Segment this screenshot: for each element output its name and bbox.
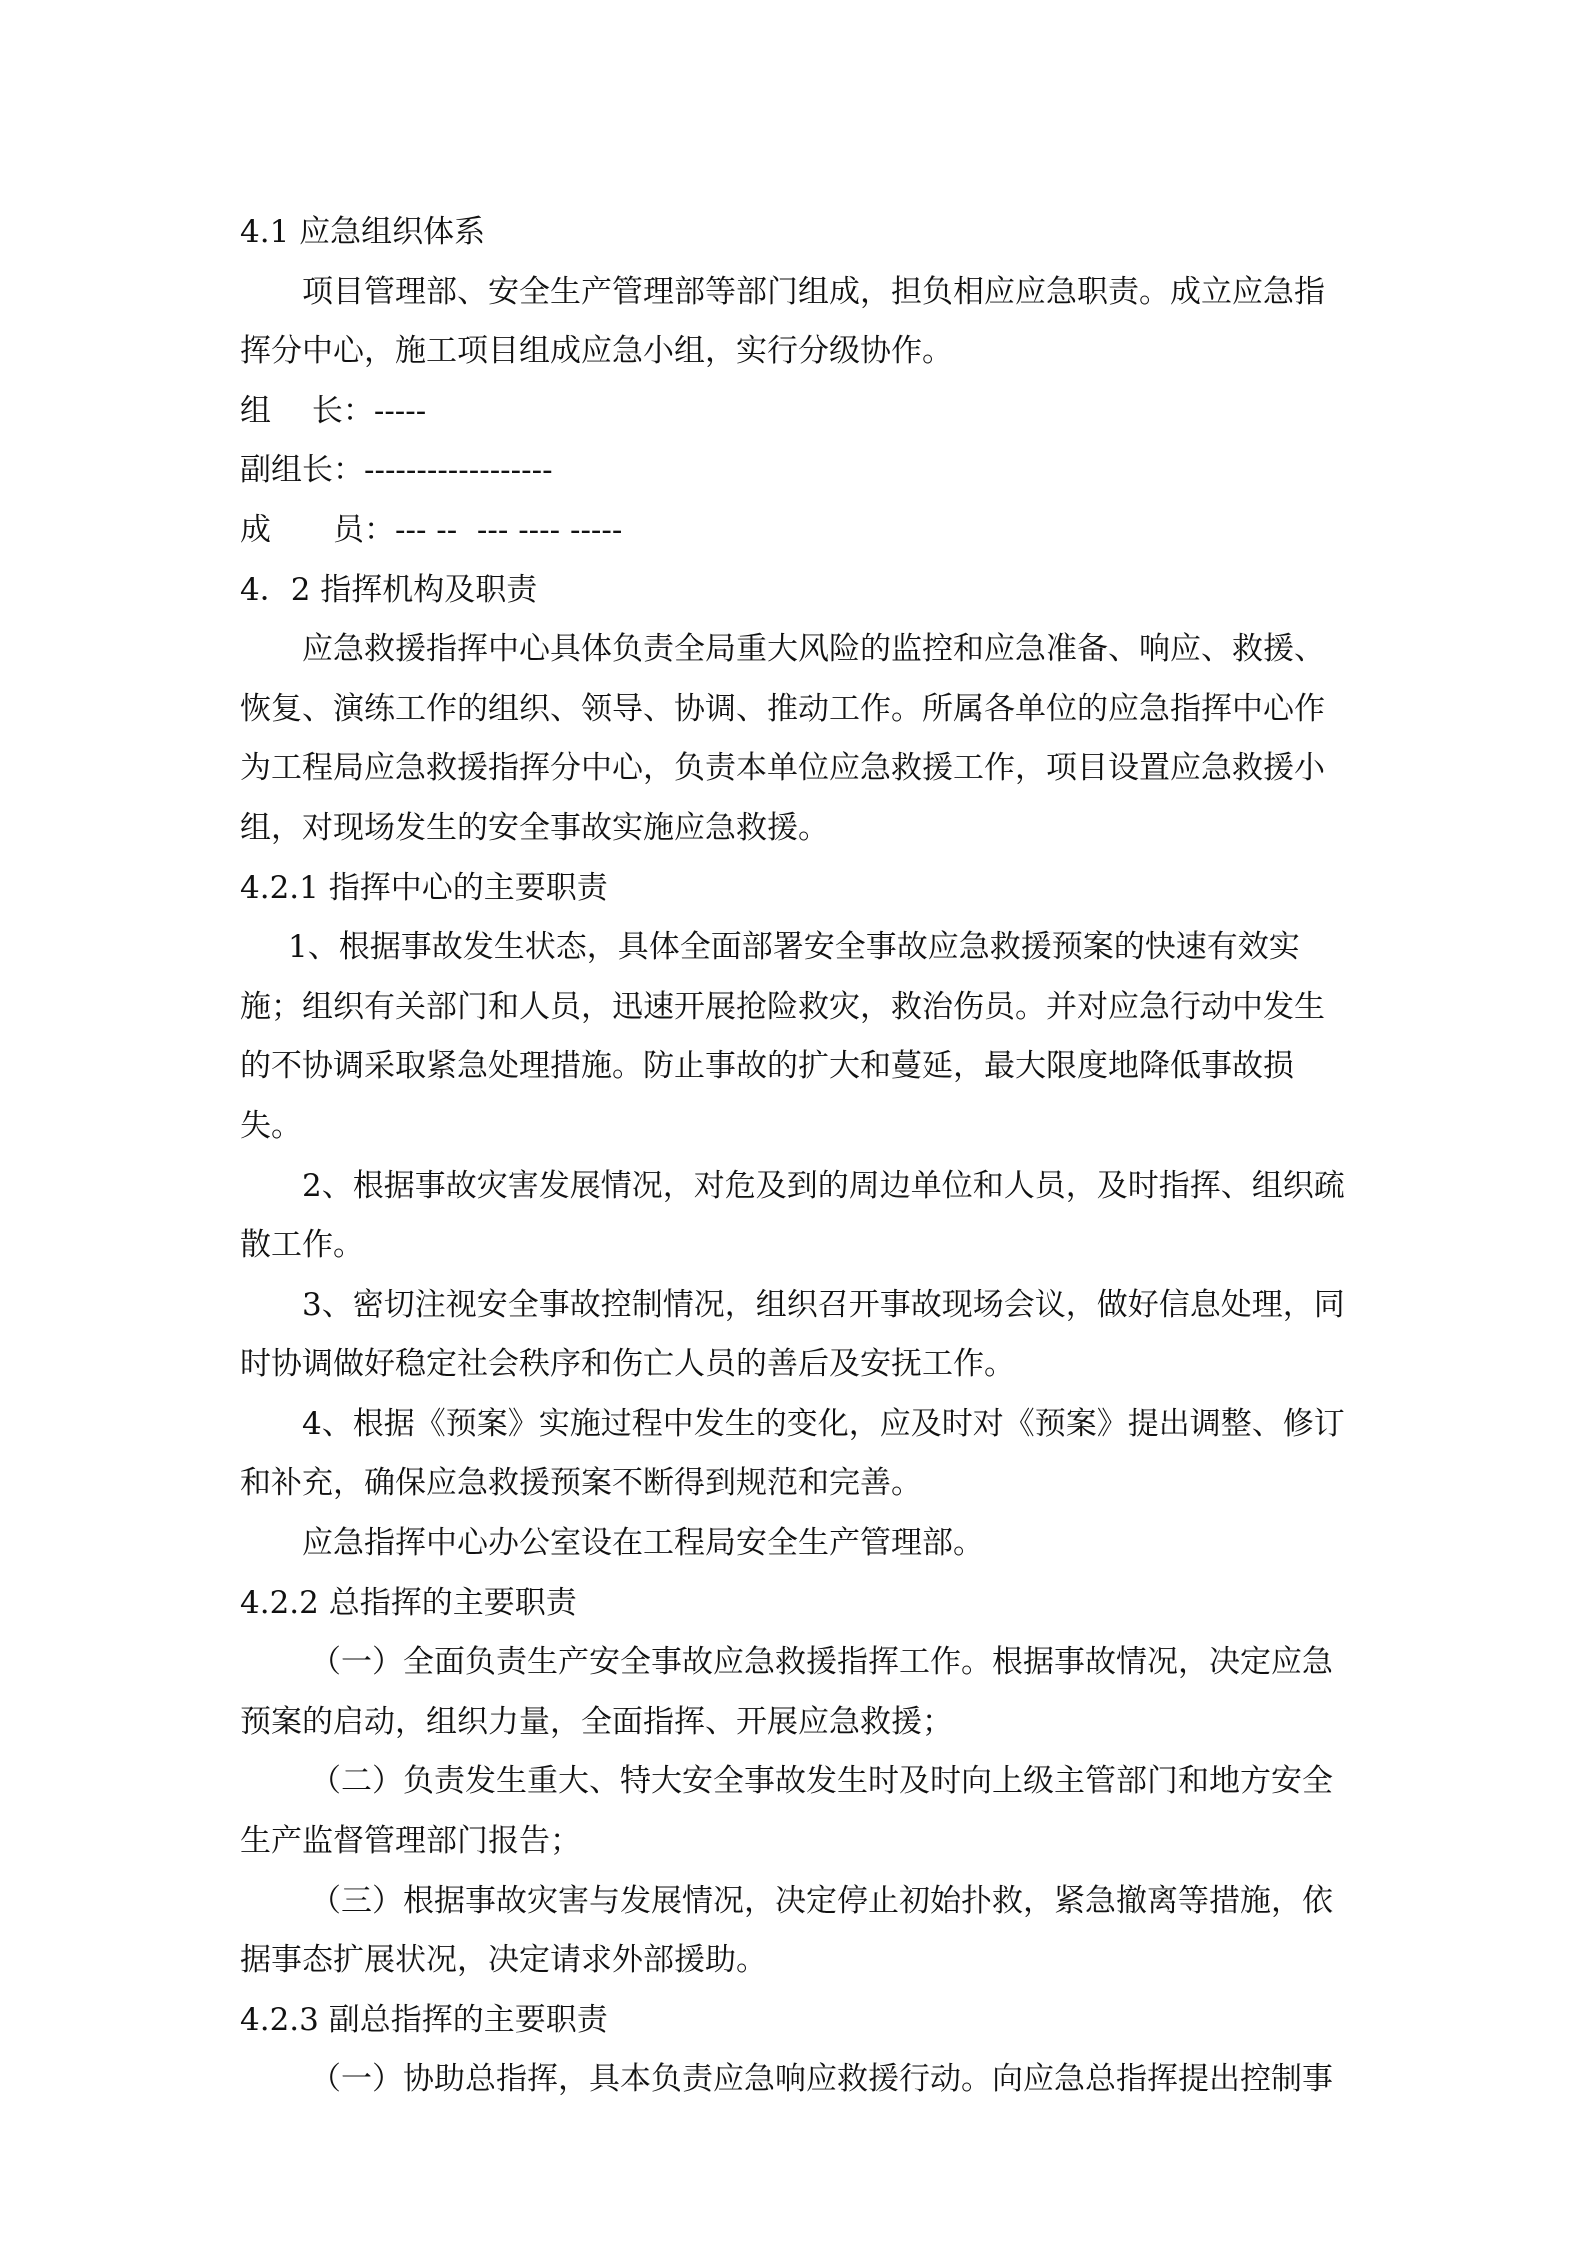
enumerated-paragraph: （二）负责发生重大、特大安全事故发生时及时向上级主管部门和地方安全生产监督管理部门报告；	[240, 1763, 1333, 1860]
paragraph: 应急指挥中心办公室设在工程局安全生产管理部。	[302, 1525, 984, 1562]
section-heading: 4．2 指挥机构及职责	[240, 571, 538, 608]
enumerated-paragraph: （一）协助总指挥，具本负责应急响应救援行动。向应急总指挥提出控制事	[310, 2061, 1333, 2098]
roster-line-members: 成 员：--- -- --- ---- -----	[240, 511, 623, 548]
numbered-paragraph: 2、根据事故灾害发展情况，对危及到的周边单位和人员，及时指挥、组织疏散工作。	[240, 1167, 1345, 1264]
numbered-paragraph: 1、根据事故发生状态，具体全面部署安全事故应急救援预案的快速有效实施；组织有关部门和人员，迅速开展抢险救灾，救治伤员。并对应急行动中发生的不协调采取紧急处理措施。防止事故的扩大和蔓延，最大限度地降低事故损失。	[240, 929, 1325, 1144]
section-heading: 4.2.3 副总指挥的主要职责	[240, 2001, 608, 2038]
roster-line-leader: 组 长：-----	[240, 392, 427, 429]
paragraph: 项目管理部、安全生产管理部等部门组成，担负相应应急职责。成立应急指挥分中心，施工项目组成应急小组，实行分级协作。	[240, 273, 1325, 370]
numbered-paragraph: 3、密切注视安全事故控制情况，组织召开事故现场会议，做好信息处理，同时协调做好稳定社会秩序和伤亡人员的善后及安抚工作。	[240, 1286, 1345, 1383]
document-body	[240, 203, 1350, 2110]
enumerated-paragraph: （一）全面负责生产安全事故应急救援指挥工作。根据事故情况，决定应急预案的启动，组织力量，全面指挥、开展应急救援；	[240, 1644, 1333, 1740]
roster-line-deputy: 副组长：------------------	[240, 452, 553, 489]
enumerated-paragraph: （三）根据事故灾害与发展情况，决定停止初始扑救，紧急撤离等措施，依据事态扩展状况，决定请求外部援助。	[240, 1882, 1333, 1979]
section-heading: 4.1 应急组织体系	[240, 214, 486, 250]
paragraph: 应急救援指挥中心具体负责全局重大风险的监控和应急准备、响应、救援、恢复、演练工作的组织、领导、协调、推动工作。所属各单位的应急指挥中心作为工程局应急救援指挥分中心，负责本单位应急救援工作，项目设置应急救援小组，对现场发生的安全事故实施应急救援。	[240, 631, 1325, 846]
numbered-paragraph: 4、根据《预案》实施过程中发生的变化，应及时对《预案》提出调整、修订和补充，确保应急救援预案不断得到规范和完善。	[240, 1405, 1345, 1502]
section-heading: 4.2.1 指挥中心的主要职责	[240, 869, 608, 906]
section-heading: 4.2.2 总指挥的主要职责	[240, 1584, 577, 1621]
